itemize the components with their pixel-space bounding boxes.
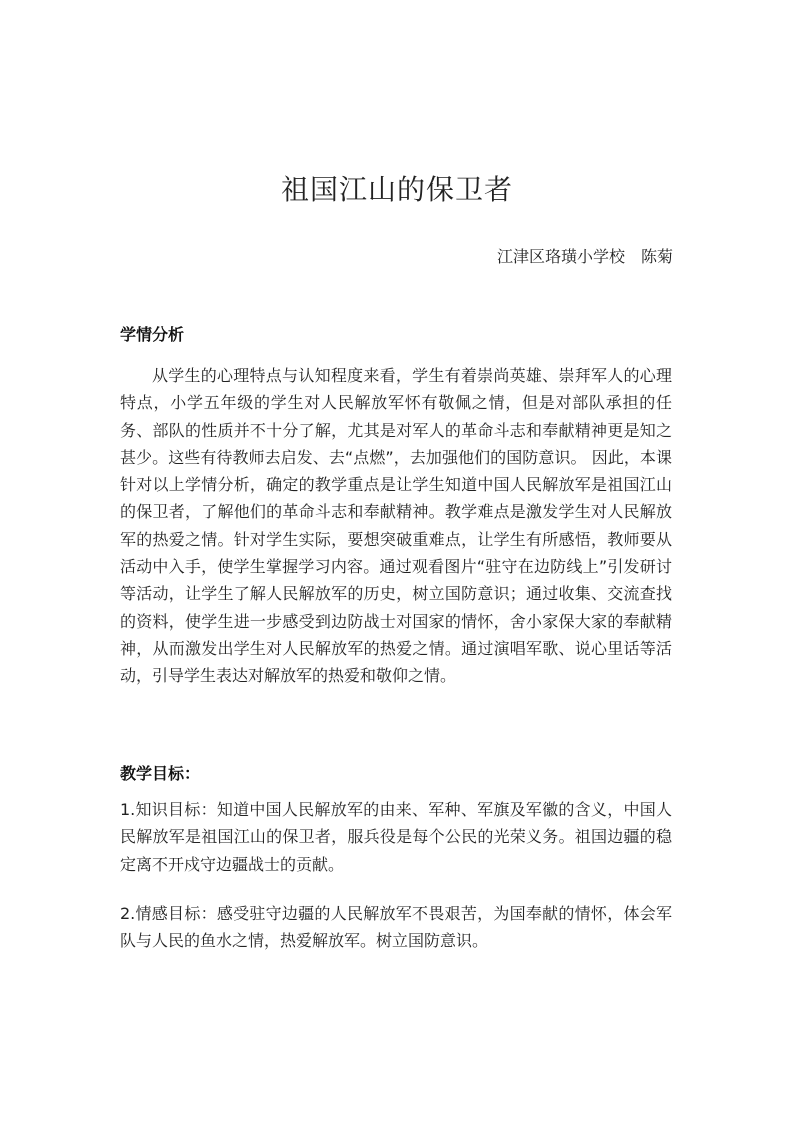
learning-analysis-paragraph: 从学生的心理特点与认知程度来看，学生有着崇尚英雄、崇拜军人的心理特点，小学五年级的学生对人民解放军怀有敬佩之情，但是对部队承担的任务、部队的性质并不十分了解，尤其是对军人的革命斗志和奉献精神更是知之甚少。这些有待教师去启发、去“点燃”，去加强他们的国防意识。 因此，本课针对以上学情分析，确定的教学重点是让学生知道中国人民解放军是祖国江山的保卫者，了解他们的革命斗志和奉献精神。教学难点是激发学生对人民解放军的热爱之情。针对学生实际，要想突破重难点，让学生有所感悟，教师要从活动中入手，使学生掌握学习内容。通过观看图片“驻守在边防线上”引发研讨等活动，让学生了解人民解放军的历史，树立国防意识；通过收集、交流查找的资料，使学生进一步感受到边防战士对国家的情怀，舍小家保大家的奉献精神，从而激发出学生对人民解放军的热爱之情。通过演唱军歌、说心里话等活动，引导学生表达对解放军的热爱和敬仰之情。 <box>120 366 672 686</box>
section-heading-teaching-goals: 教学目标： <box>120 764 201 783</box>
teaching-goal-emotion: 2.情感目标：感受驻守边疆的人民解放军不畏艰苦，为国奉献的情怀，体会军队与人民的鱼水之情，热爱解放军。树立国防意识。 <box>120 904 672 951</box>
teaching-goal-knowledge: 1.知识目标：知道中国人民解放军的由来、军种、军旗及军徽的含义，中国人民解放军是祖国江山的保卫者，服兵役是每个公民的光荣义务。祖国边疆的稳定离不开戍守边疆战士的贡献。 <box>120 800 672 874</box>
document-author: 江津区珞璜小学校 陈菊 <box>496 247 673 266</box>
section-heading-learning-analysis: 学情分析 <box>120 325 185 344</box>
document-title: 祖国江山的保卫者 <box>280 173 513 206</box>
